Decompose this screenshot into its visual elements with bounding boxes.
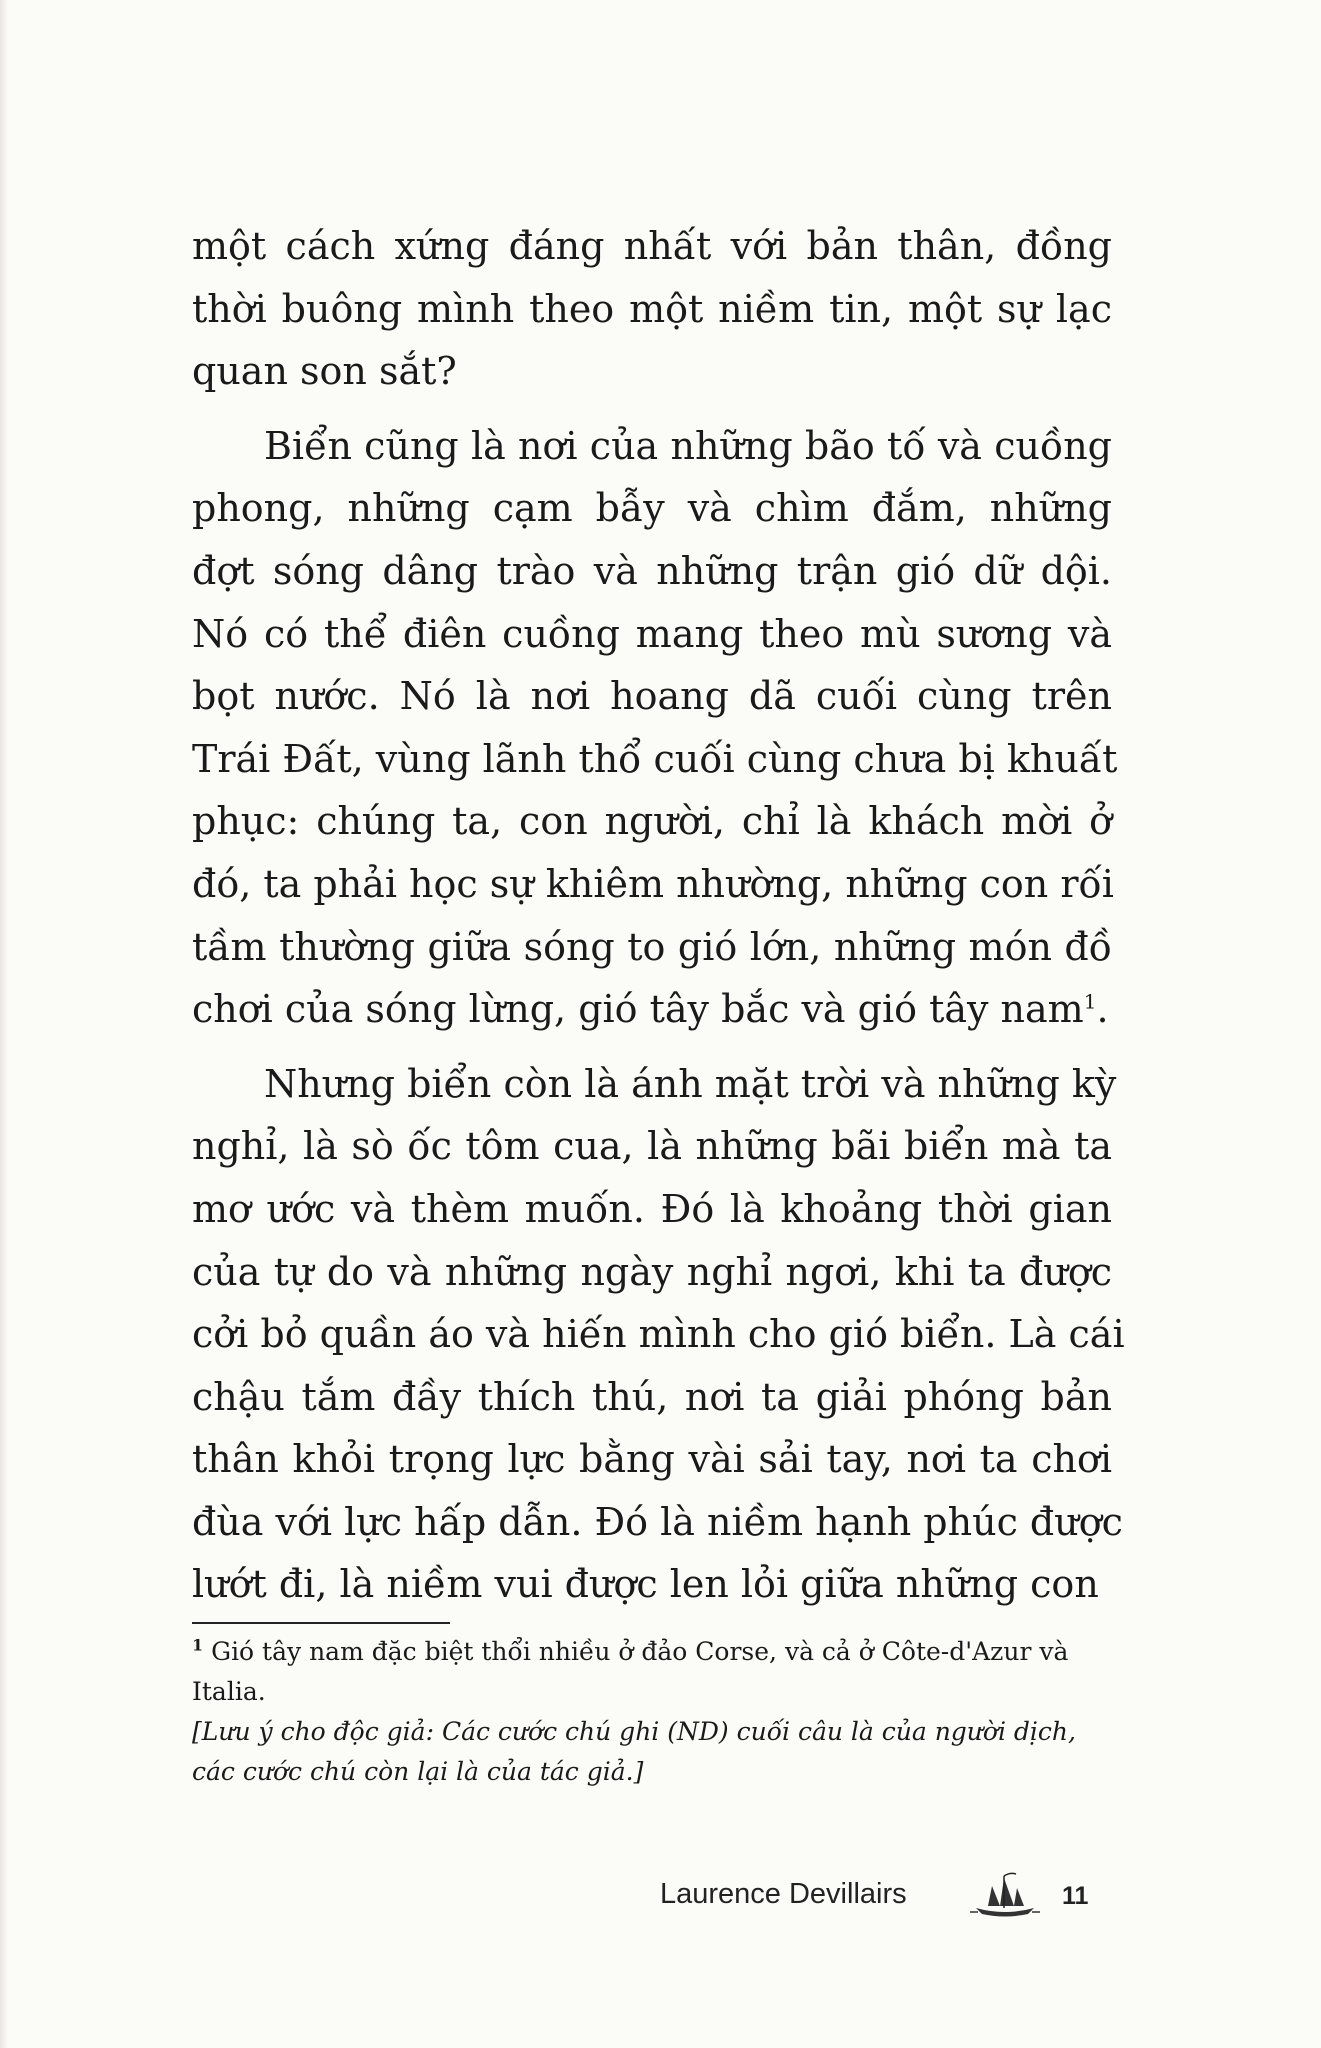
text-line: Nhưng biển còn là ánh mặt trời và những kỳ <box>264 1061 1117 1106</box>
paragraph-gap <box>192 1041 1112 1053</box>
text-line: chậu tắm đầy thích thú, nơi ta giải phóng bản <box>192 1374 1112 1419</box>
text-line: nghỉ, là sò ốc tôm cua, là những bãi biển mà ta <box>192 1124 1112 1169</box>
footnote-1-line-2: Italia. <box>192 1677 266 1706</box>
footnote-1-line-1 <box>192 1632 1112 1672</box>
text-line: phục: chúng ta, con người, chỉ là khách mời ở <box>192 799 1112 844</box>
page-number: 11 <box>1062 1882 1089 1910</box>
text-line: một cách xứng đáng nhất với bản thân, đồng <box>192 224 1112 268</box>
paragraph-gap <box>192 403 1112 415</box>
reader-note-line-2: các cước chú còn lại là của tác giả.] <box>192 1757 644 1786</box>
text-line: Nó có thể điên cuồng mang theo mù sương và <box>192 611 1112 656</box>
footnote-1-text: Gió tây nam đặc biệt thổi nhiều ở đảo Corse, và cả ở Côte-d'Azur và <box>211 1637 1069 1666</box>
text-line: đùa với lực hấp dẫn. Đó là niềm hạnh phúc được <box>192 1499 1123 1544</box>
text-line <box>192 978 1112 1041</box>
footnote-separator <box>192 1622 450 1624</box>
text-line-content: chơi của sóng lừng, gió tây bắc và gió tây nam <box>192 987 1084 1032</box>
author-name: Laurence Devillairs <box>660 1878 907 1910</box>
text-line: tầm thường giữa sóng to gió lớn, những món đồ <box>192 924 1112 969</box>
text-line: phong, những cạm bẫy và chìm đắm, những <box>192 486 1112 531</box>
sailing-ship-icon <box>970 1872 1040 1920</box>
paragraph <box>192 215 1112 403</box>
text-line: bọt nước. Nó là nơi hoang dã cuối cùng trên <box>192 674 1112 719</box>
footnote-1-mark: 1 <box>192 1635 204 1655</box>
text-line: đợt sóng dâng trào và những trận gió dữ dội. <box>192 548 1112 593</box>
text-line: Biển cũng là nơi của những bão tố và cuồng <box>264 423 1112 468</box>
paragraph <box>192 1053 1125 1616</box>
text-line: thời buông mình theo một niềm tin, một sự lạc <box>192 286 1112 331</box>
text-line: quan son sắt? <box>192 349 457 394</box>
reader-note-line-1: [Lưu ý cho độc giả: Các cước chú ghi (ND) cuối câu là của người dịch, <box>192 1717 1076 1746</box>
footnotes <box>192 1632 1112 1792</box>
sentence-end: . <box>1096 987 1109 1032</box>
running-footer <box>660 1872 1120 1922</box>
text-line: Trái Đất, vùng lãnh thổ cuối cùng chưa bị khuất <box>192 736 1118 781</box>
text-line: thân khỏi trọng lực bằng vài sải tay, nơi ta chơi <box>192 1437 1112 1482</box>
text-line: đó, ta phải học sự khiêm nhường, những con rối <box>192 861 1114 906</box>
footnote-reference: 1 <box>1083 989 1097 1014</box>
paragraph <box>192 415 1118 1041</box>
text-line: mơ ước và thèm muốn. Đó là khoảng thời gian <box>192 1186 1112 1231</box>
text-line: lướt đi, là niềm vui được len lỏi giữa những con <box>192 1562 1099 1607</box>
text-line: cởi bỏ quần áo và hiến mình cho gió biển. Là cái <box>192 1312 1125 1357</box>
body-text <box>192 215 1125 1616</box>
text-line: của tự do và những ngày nghỉ ngơi, khi ta được <box>192 1249 1112 1294</box>
page-edge-shadow <box>0 0 8 2048</box>
